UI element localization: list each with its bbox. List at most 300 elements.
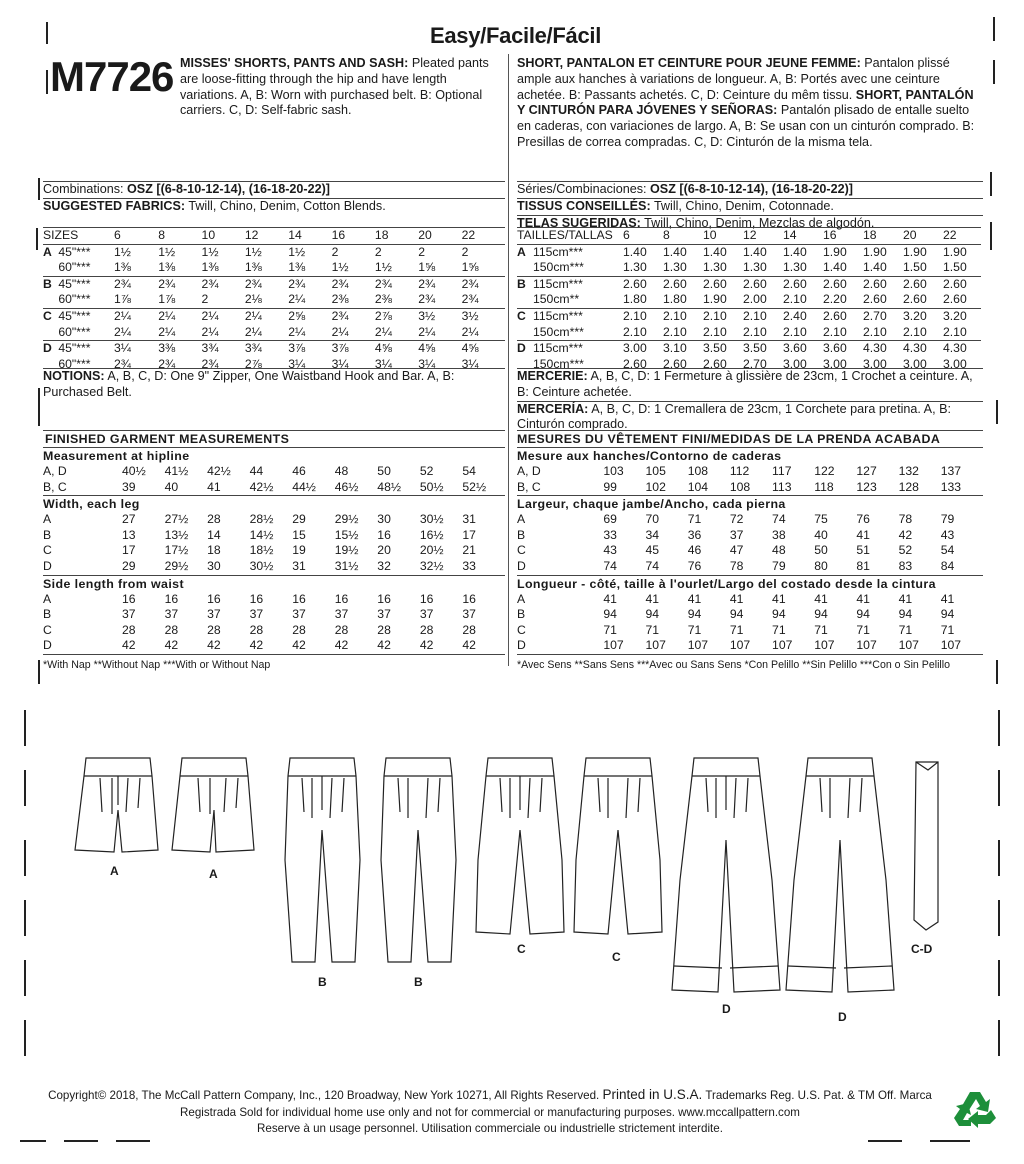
table-cell: 107 [814, 638, 835, 653]
table-cell: 17 [122, 543, 136, 558]
table-cell: 30½ [249, 558, 274, 573]
table-cell: 2.00 [743, 292, 767, 307]
view-label: A [110, 864, 119, 878]
table-cell: 2 [332, 244, 375, 260]
french-finished-heading: MESURES DU VÊTEMENT FINI/MEDIDAS DE LA PRENDA ACABADA [517, 432, 941, 446]
table-cell: 102 [645, 479, 666, 494]
table-cell: 20 [418, 228, 461, 245]
table-cell: 1.50 [943, 260, 967, 275]
table-cell: 71 [687, 622, 702, 637]
table-cell: 2¾ [202, 276, 245, 292]
border-tick [20, 1140, 46, 1142]
table-cell: 3.20 [903, 308, 943, 324]
table-row [517, 512, 983, 528]
table-cell: 14 [288, 228, 331, 245]
table-cell: 3.00 [823, 356, 847, 371]
table-cell: 69 [603, 512, 617, 527]
table-cell: 41 [772, 591, 786, 606]
table-cell: 2¼ [374, 324, 392, 339]
table-cell: 104 [687, 479, 709, 494]
table-cell: 8 [663, 228, 703, 245]
table-cell: 43 [603, 543, 617, 558]
table-cell: 137 [940, 464, 962, 478]
table-cell: A [517, 591, 526, 606]
table-cell: 1½ [245, 244, 288, 260]
table-cell: 84 [940, 558, 955, 573]
table-row [43, 559, 505, 575]
table-row [517, 559, 983, 575]
table-cell: 28 [122, 622, 136, 637]
table-row [517, 292, 981, 308]
table-cell: D [517, 341, 533, 357]
table-cell: 37 [122, 607, 136, 622]
french-width-table [517, 512, 983, 574]
table-cell: 28 [334, 622, 349, 637]
table-cell: 2¼ [113, 324, 131, 339]
french-title: SHORT, PANTALON ET CEINTURE POUR JEUNE FEMME: [517, 56, 861, 70]
table-cell: 1⅞ [158, 292, 176, 307]
table-cell: 3.20 [943, 308, 981, 324]
table-cell: 108 [687, 464, 709, 478]
view-label: B [318, 975, 327, 989]
table-cell: A, D [43, 464, 67, 478]
table-cell: 2.60 [903, 292, 927, 307]
french-fabrics-label: TISSUS CONSEILLÉS: [517, 198, 651, 213]
table-cell: 37 [334, 607, 349, 622]
table-cell: 83 [898, 558, 913, 573]
pattern-number: M7726 [50, 53, 174, 100]
table-cell: 20 [377, 543, 391, 558]
table-cell: D [517, 638, 526, 653]
table-cell: 33 [462, 558, 476, 573]
table-cell [517, 325, 533, 341]
table-header-cell: SIZES [43, 228, 114, 245]
table-cell: 2.60 [903, 276, 943, 292]
table-cell: C [43, 622, 52, 637]
table-cell: 72 [729, 512, 744, 527]
table-cell: 2 [375, 244, 418, 260]
table-cell: 2.60 [783, 276, 823, 292]
view-label: B [414, 975, 423, 989]
table-cell: 16 [334, 591, 349, 606]
table-cell: 37 [377, 607, 391, 622]
table-cell: 31 [462, 512, 476, 527]
table-row [43, 308, 505, 324]
table-row [517, 480, 983, 496]
table-row [517, 308, 981, 324]
table-cell: 37 [164, 607, 179, 622]
french-finished-measurements [517, 430, 983, 672]
table-cell: 78 [729, 558, 744, 573]
table-cell: 42 [334, 638, 349, 653]
table-cell: 3.00 [943, 356, 967, 371]
table-cell: 1½ [158, 244, 201, 260]
table-cell: 29 [292, 512, 306, 527]
table-cell: 30 [377, 512, 391, 527]
table-cell: 2.10 [663, 308, 703, 324]
table-cell: 18 [375, 228, 418, 245]
view-label: C-D [911, 942, 933, 956]
table-cell: 1.30 [783, 260, 807, 275]
french-spanish-description [517, 56, 981, 151]
english-finished-heading: FINISHED GARMENT MEASUREMENTS [45, 432, 290, 446]
table-cell: 3.10 [663, 341, 703, 357]
table-cell: A [43, 512, 52, 527]
table-cell: 43 [940, 527, 955, 542]
table-cell: 76 [856, 512, 870, 527]
table-cell: 44½ [292, 479, 316, 494]
table-cell: 2¼ [158, 324, 176, 339]
table-cell: 41 [687, 591, 702, 606]
table-cell: 71 [856, 622, 870, 637]
table-cell: A, D [517, 464, 541, 478]
table-cell: 51 [856, 543, 870, 558]
table-cell: 2.60 [663, 276, 703, 292]
table-cell: 115cm*** [533, 276, 623, 292]
table-cell: 16 [377, 527, 391, 542]
table-cell: 79 [940, 512, 955, 527]
table-cell: 40 [814, 527, 828, 542]
table-row [43, 244, 505, 260]
table-cell: 28 [164, 622, 179, 637]
table-cell: B [43, 276, 58, 292]
table-cell: 13½ [164, 527, 189, 542]
border-tick [46, 22, 48, 44]
table-cell: D [43, 558, 52, 573]
table-cell: 3.00 [623, 341, 663, 357]
table-cell: 71 [940, 622, 955, 637]
table-cell: 42½ [207, 464, 231, 478]
table-cell: 20 [903, 228, 943, 245]
table-cell: 1.40 [623, 244, 663, 260]
table-row [43, 292, 505, 308]
table-cell: D [517, 558, 526, 573]
table-cell: B, C [43, 479, 67, 494]
english-combinations: Combinations: OSZ [(6-8-10-12-14), (16-18-20-22)] SUGGESTED FABRICS: Twill, Chino, Denim, Cotton Blends. [43, 181, 505, 215]
table-cell: B [517, 276, 533, 292]
table-cell: 1.80 [623, 292, 647, 307]
table-cell: 1.80 [663, 292, 687, 307]
table-cell: 22 [943, 228, 981, 245]
table-cell: 78 [898, 512, 913, 527]
table-row [517, 244, 981, 260]
table-cell: 123 [856, 479, 877, 494]
view-label: C [517, 942, 526, 956]
table-cell: 45"*** [58, 341, 114, 357]
view-b-back-illustration [381, 758, 456, 962]
english-yardage-table [43, 227, 505, 372]
table-cell: A [517, 244, 533, 260]
table-cell: 1⅜ [158, 260, 176, 275]
table-header-row [517, 228, 981, 245]
table-cell: 60"*** [58, 356, 91, 371]
table-cell: 16 [207, 591, 221, 606]
table-cell: 2.60 [623, 276, 663, 292]
table-cell: 42 [419, 638, 434, 653]
table-cell: 94 [603, 607, 617, 622]
border-tick [38, 178, 40, 200]
table-cell: 41 [940, 591, 955, 606]
table-cell: 2¾ [245, 276, 288, 292]
table-cell: 107 [940, 638, 962, 653]
table-cell: 2¾ [332, 308, 375, 324]
table-cell: D [43, 638, 52, 653]
table-cell: 107 [729, 638, 751, 653]
table-cell: 18 [207, 543, 221, 558]
view-label: C [612, 950, 621, 964]
border-tick [38, 660, 40, 684]
table-cell: 32½ [419, 558, 444, 573]
table-cell: 1.90 [943, 244, 981, 260]
table-cell: 60"*** [58, 260, 91, 275]
table-cell: 2¾ [418, 292, 436, 307]
table-cell: B [43, 607, 52, 622]
table-cell: 3½ [462, 308, 505, 324]
table-cell: 52 [419, 464, 434, 478]
table-cell: 41 [856, 591, 870, 606]
table-cell: 2.60 [823, 276, 863, 292]
table-row [517, 260, 981, 276]
table-cell: 37 [462, 607, 476, 622]
table-cell: 3¼ [114, 341, 158, 357]
table-cell: 1.40 [863, 260, 887, 275]
table-cell: 41 [898, 591, 913, 606]
table-row [517, 464, 983, 480]
table-header-row [43, 228, 505, 245]
table-cell: 70 [645, 512, 660, 527]
table-cell: 16 [462, 591, 476, 606]
table-cell: 42 [249, 638, 264, 653]
border-tick [990, 172, 992, 196]
table-cell: 2.60 [823, 308, 863, 324]
table-cell: 52 [898, 543, 913, 558]
table-cell: 42½ [249, 479, 274, 494]
table-cell: 71 [645, 622, 660, 637]
table-cell: 2⅜ [374, 292, 392, 307]
table-cell: 4.30 [903, 341, 943, 357]
table-cell: 17 [462, 527, 476, 542]
table-cell: 105 [645, 464, 666, 478]
table-cell: 107 [898, 638, 919, 653]
table-cell: 3¼ [374, 356, 392, 371]
table-cell: 16½ [419, 527, 444, 542]
table-cell: 118 [814, 479, 834, 494]
table-cell: 2 [201, 292, 209, 307]
table-cell: 3.00 [783, 356, 807, 371]
table-cell: 2.10 [863, 324, 887, 339]
table-cell: 29½ [164, 558, 189, 573]
table-cell: 4.30 [863, 341, 903, 357]
english-description-text: Pleated pants are loose-fitting through the hip and have length variations. A, B: Worn with purchased belt. B: Optional carriers. C, D: Self-fabric sash. [180, 56, 489, 118]
table-cell: 2.60 [943, 276, 981, 292]
table-cell: 4⅝ [462, 341, 505, 357]
english-hip-table [43, 464, 505, 495]
table-cell: 2.10 [703, 324, 727, 339]
english-fabrics-value: Twill, Chino, Denim, Cotton Blends. [188, 198, 386, 213]
table-cell: 45"*** [58, 244, 114, 260]
table-cell: 16 [249, 591, 264, 606]
table-cell: 2¼ [158, 308, 201, 324]
table-cell: 3⅜ [158, 341, 201, 357]
table-cell: 122 [814, 464, 835, 478]
table-cell: C [517, 543, 526, 558]
table-row [517, 638, 983, 654]
table-cell: 2.10 [903, 324, 927, 339]
table-cell: 19 [292, 543, 306, 558]
table-cell: 60"*** [58, 324, 91, 339]
table-cell: 45"*** [58, 276, 114, 292]
table-cell: 14 [207, 527, 221, 542]
table-cell: 28 [249, 622, 264, 637]
border-tick [116, 1140, 150, 1142]
table-cell: 115cm*** [533, 244, 623, 260]
table-cell: 132 [898, 464, 919, 478]
table-cell: 54 [940, 543, 955, 558]
table-cell: C [43, 308, 58, 324]
table-cell: 133 [940, 479, 962, 494]
table-cell: 71 [603, 622, 617, 637]
table-cell: 36 [687, 527, 702, 542]
table-cell: 46 [292, 464, 306, 478]
table-cell: 1.40 [663, 244, 703, 260]
table-cell: 150cm** [533, 292, 580, 307]
table-cell: 48 [334, 464, 349, 478]
table-cell: 45 [645, 543, 660, 558]
table-cell: 2.10 [783, 324, 807, 339]
table-cell: 42 [462, 638, 476, 653]
table-cell: 2⅞ [244, 356, 262, 371]
table-cell: 14½ [249, 527, 274, 542]
table-cell: B [43, 527, 52, 542]
border-tick [930, 1140, 970, 1142]
table-cell: 1.90 [863, 244, 903, 260]
table-cell: 3.50 [703, 341, 743, 357]
table-cell: 8 [158, 228, 201, 245]
table-cell: 16 [292, 591, 306, 606]
table-cell: 128 [898, 479, 919, 494]
border-tick [868, 1140, 902, 1142]
difficulty-label: Easy/Facile/Fácil [430, 23, 602, 48]
table-row [517, 325, 981, 341]
table-cell: 2.10 [623, 308, 663, 324]
view-c-front-illustration [476, 758, 564, 934]
table-cell: 1.90 [903, 244, 943, 260]
english-footnote: *With Nap **Without Nap ***With or Without Nap [43, 654, 505, 672]
table-cell: 37 [249, 607, 264, 622]
table-row [43, 592, 505, 608]
table-cell: 74 [645, 558, 660, 573]
table-cell: 3.00 [863, 356, 887, 371]
table-row [517, 623, 983, 639]
table-cell: 94 [898, 607, 913, 622]
table-row [43, 260, 505, 276]
table-cell: 2¼ [114, 308, 158, 324]
table-cell: 60"*** [58, 292, 91, 307]
view-a-back-illustration [172, 758, 254, 852]
table-cell: 28 [419, 622, 434, 637]
table-cell: 2.60 [703, 276, 743, 292]
table-cell: 1.40 [743, 244, 783, 260]
table-cell: 150cm*** [533, 356, 584, 371]
table-cell: 79 [772, 558, 786, 573]
table-cell: 2⅛ [244, 292, 262, 307]
table-cell: 3½ [418, 308, 461, 324]
table-cell: 2.70 [743, 356, 767, 371]
sash-illustration [914, 762, 938, 930]
table-cell: 52½ [462, 479, 487, 494]
table-cell: 16 [419, 591, 434, 606]
border-tick [993, 17, 995, 41]
table-cell: 2¾ [114, 276, 158, 292]
table-cell: 94 [940, 607, 955, 622]
table-cell: 16 [823, 228, 863, 245]
table-cell: A [43, 244, 58, 260]
table-cell: 50½ [419, 479, 444, 494]
table-cell: 1.90 [703, 292, 727, 307]
table-cell: 2¼ [202, 308, 245, 324]
table-cell: 42 [292, 638, 306, 653]
table-cell: 4.30 [943, 341, 981, 357]
table-cell: 108 [729, 479, 751, 494]
table-cell: 31 [292, 558, 306, 573]
table-cell: 107 [772, 638, 793, 653]
table-cell: 37 [419, 607, 434, 622]
table-cell: 1.30 [743, 260, 767, 275]
table-cell: 127 [856, 464, 877, 478]
french-spanish-notions: MERCERIE: A, B, C, D: 1 Fermeture à glissière de 23cm, 1 Crochet a ceinture. A, B: Ceinture achetée. MERCERÍA: A, B, C, D: 1 Cremallera de 23cm, 1 Corchete para pretina. A, B: Cinturón comprado. [517, 368, 983, 433]
table-cell: 14 [783, 228, 823, 245]
table-cell: 44 [249, 464, 264, 478]
table-cell: 99 [603, 479, 617, 494]
english-side-heading: Side length from waist [43, 575, 505, 592]
table-cell: 1.50 [903, 260, 927, 275]
table-cell: 28 [292, 622, 306, 637]
table-cell: 12 [743, 228, 783, 245]
table-cell: B [517, 527, 526, 542]
french-side-heading: Longueur - côté, taille à l'ourlet/Largo del costado desde la cintura [517, 575, 983, 592]
border-tick [993, 60, 995, 84]
english-width-table [43, 512, 505, 574]
table-cell: 2.60 [623, 356, 647, 371]
table-cell: 41 [856, 527, 870, 542]
spanish-description-text: Pantalón plisado de entalle suelto en caderas, con variaciones de largo. A, B: Se usan con un cinturón comprado. B: Presillas de correa compradas. C, D: Cinturón de la misma tela. [517, 103, 975, 149]
table-cell: 37 [292, 607, 306, 622]
table-cell [517, 260, 533, 276]
table-cell: 94 [856, 607, 870, 622]
table-cell: 2¾ [158, 276, 201, 292]
table-cell: 42 [122, 638, 136, 653]
table-cell: 18 [863, 228, 903, 245]
table-row [43, 464, 505, 480]
table-cell: 27 [122, 512, 136, 527]
table-cell: 39 [122, 479, 136, 494]
table-cell: 1⅝ [461, 260, 479, 275]
french-width-heading: Largeur, chaque jambe/Ancho, cada pierna [517, 495, 983, 512]
table-cell: 3.60 [783, 341, 823, 357]
table-row [517, 276, 981, 292]
table-cell: 74 [772, 512, 786, 527]
english-width-heading: Width, each leg [43, 495, 505, 512]
table-cell: 2.10 [823, 324, 847, 339]
border-tick [38, 388, 40, 426]
spanish-fabrics-value: Twill, Chino, Denim, Mezclas de algodón. [644, 215, 875, 230]
table-cell: 45"*** [58, 308, 114, 324]
footer-copyright: Copyright© 2018, The McCall Pattern Company, Inc., 120 Broadway, New York 10271, All Rights Reserved. Printed in U.S.A. Trademarks Reg. U.S. Pat. & TM Off. Marca Registrada Sold for individual home use only and not for commercial or manufacturing purposes. www.mccallpattern.com Reserve à un usage personnel. Utilisation commerciale ou industrielle strictement interdite. [48, 1087, 932, 1135]
table-cell: 1.40 [703, 244, 743, 260]
table-row [517, 528, 983, 544]
french-description-text: Pantalon plissé ample aux hanches à variations de longueur. A, B: Portés avec une ceinture achetée. B: Passants achetés. C, D: Ceinture du mêm tissu. [517, 56, 950, 102]
view-label: D [838, 1010, 847, 1024]
